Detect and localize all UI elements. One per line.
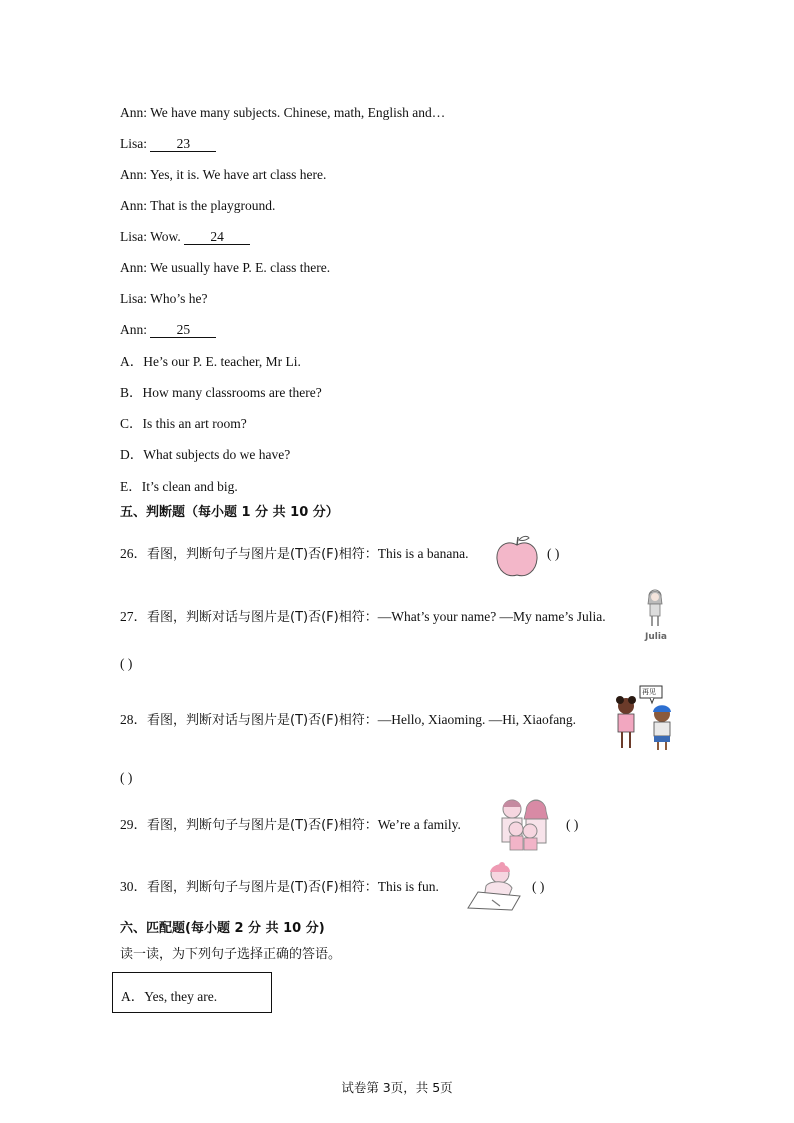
option-d: D．What subjects do we have? — [120, 447, 291, 462]
page-footer: 试卷第 3页，共 5页 — [341, 1080, 453, 1095]
section6-title: 六、匹配题(每小题 2 分 共 10 分) — [120, 921, 325, 936]
girl-julia-icon — [640, 588, 670, 634]
question-29: 29．看图，判断句子与图片是(T)否(F)相符：We’re a family. — [120, 817, 461, 833]
dialogue-line-4: Ann: That is the playground. — [120, 198, 276, 213]
match-option-box — [112, 972, 272, 1013]
answer-paren-26[interactable]: ( ) — [547, 546, 560, 561]
option-a: A．He’s our P. E. teacher, Mr Li. — [120, 354, 301, 369]
question-28: 28．看图，判断对话与图片是(T)否(F)相符：—Hello, Xiaoming. —Hi, Xiaofang. — [120, 712, 577, 728]
question-27: 27．看图，判断对话与图片是(T)否(F)相符：—What’s your name? —My name’s Julia. — [120, 609, 606, 625]
apple-icon — [494, 533, 540, 579]
section6-instruction: 读一读，为下列句子选择正确的答语。 — [120, 947, 342, 962]
answer-blank-24[interactable]: 24 — [184, 229, 250, 245]
dialogue-line-7: Lisa: Who’s he? — [120, 291, 208, 306]
answer-blank-23[interactable]: 23 — [150, 136, 216, 152]
julia-label: Julia — [645, 632, 667, 642]
family-icon — [492, 797, 554, 851]
dialogue-line-2: Lisa: 23 — [120, 135, 216, 153]
answer-paren-29[interactable]: ( ) — [566, 817, 579, 832]
section5-title: 五、判断题（每小题 1 分 共 10 分） — [120, 505, 339, 520]
dialogue-line-3: Ann: Yes, it is. We have art class here. — [120, 167, 327, 182]
answer-paren-28[interactable]: ( ) — [120, 770, 133, 785]
option-e: E．It’s clean and big. — [120, 479, 238, 494]
question-26: 26．看图，判断句子与图片是(T)否(F)相符：This is a banana. — [120, 546, 469, 562]
answer-blank-25[interactable]: 25 — [150, 322, 216, 338]
answer-paren-30[interactable]: ( ) — [532, 879, 545, 894]
match-option-a: A．Yes, they are. — [121, 989, 218, 1004]
dialogue-line-8: Ann: 25 — [120, 321, 216, 339]
option-b: B．How many classrooms are there? — [120, 385, 322, 400]
dialogue-line-5: Lisa: Wow. 24 — [120, 228, 250, 246]
dialogue-line-1: Ann: We have many subjects. Chinese, math, English and… — [120, 105, 446, 120]
speech-bubble-text: 再见 — [642, 688, 656, 696]
answer-paren-27[interactable]: ( ) — [120, 656, 133, 671]
question-30: 30．看图，判断句子与图片是(T)否(F)相符：This is fun. — [120, 879, 439, 895]
girl-drawing-icon — [464, 862, 524, 912]
option-c: C．Is this an art room? — [120, 416, 247, 431]
dialogue-line-6: Ann: We usually have P. E. class there. — [120, 260, 331, 275]
